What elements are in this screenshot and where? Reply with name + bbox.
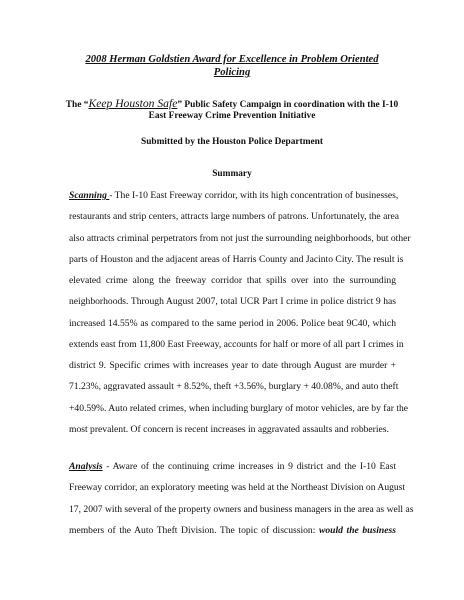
campaign-name: Keep Houston Safe [88,97,178,110]
paragraph-line: 71.23%, aggravated assault + 8.52%, theft +3.56%, burglary + 40.08%, and auto theft [69,381,399,393]
paragraph-line: neighborhoods. Through August 2007, total UCR Part I crime in police district 9 has [69,296,396,308]
paragraph-line: Scanning - The I-10 East Freeway corridor, with its high concentration of businesses, [69,190,399,201]
paragraph-line: most prevalent. Of concern is recent increases in aggravated assaults and robberies. [69,423,389,435]
analysis-paragraph [69,456,414,541]
paragraph-line: parts of Houston and the adjacent areas of Harris County and Jacinto City. The result is [69,253,404,265]
title-line-1: 2008 Herman Goldstien Award for Excellence in Problem Oriented [85,54,379,65]
submitted-by: Submitted by the Houston Police Department [140,137,324,147]
analysis-emphasis: would the business [318,524,396,536]
scanning-label: Scanning [69,190,110,201]
campaign-subtitle [50,98,414,122]
title-line-2: Policing [213,67,251,78]
paragraph-line: extends east from 11,800 East Freeway, accounts for half or more of all part I crimes in [69,338,404,350]
document-title [70,53,394,79]
paragraph-line: members of the Auto Theft Division. The topic of discussion: would the business [69,524,396,536]
summary-heading: Summary [212,169,252,179]
paragraph-line: Freeway corridor, an exploratory meeting was held at the Northeast Division on August [69,482,406,494]
scanning-paragraph [69,185,411,440]
paragraph-line: Analysis - Aware of the continuing crime increases in 9 district and the I-10 East [69,461,396,472]
paragraph-line: also attracts criminal perpetrators from not just the surrounding neighborhoods, but other [69,232,411,244]
paragraph-line: 17, 2007 with several of the property owners and business managers in the area as well as [69,503,414,515]
paragraph-line: elevated crime along the freeway corridor that spills over into the surrounding [69,275,396,286]
paragraph-line: +40.59%. Auto related crimes, when including burglary of motor vehicles, are by far the [69,402,409,414]
subtitle-rest: ” Public Safety Campaign in coordination with the I-10 [177,100,399,110]
paragraph-line: restaurants and strip centers, attracts large numbers of patrons. Unfortunately, the area [69,211,400,223]
paragraph-line: district 9. Specific crimes with increases year to date through August are murder + [69,360,396,371]
paragraph-line: increased 14.55% as compared to the same period in 2006. Police beat 9C40, which [69,317,396,329]
subtitle-prefix: The “ [65,100,89,110]
subtitle-line-2: East Freeway Crime Prevention Initiative [148,111,316,121]
analysis-label: Analysis [69,461,103,472]
